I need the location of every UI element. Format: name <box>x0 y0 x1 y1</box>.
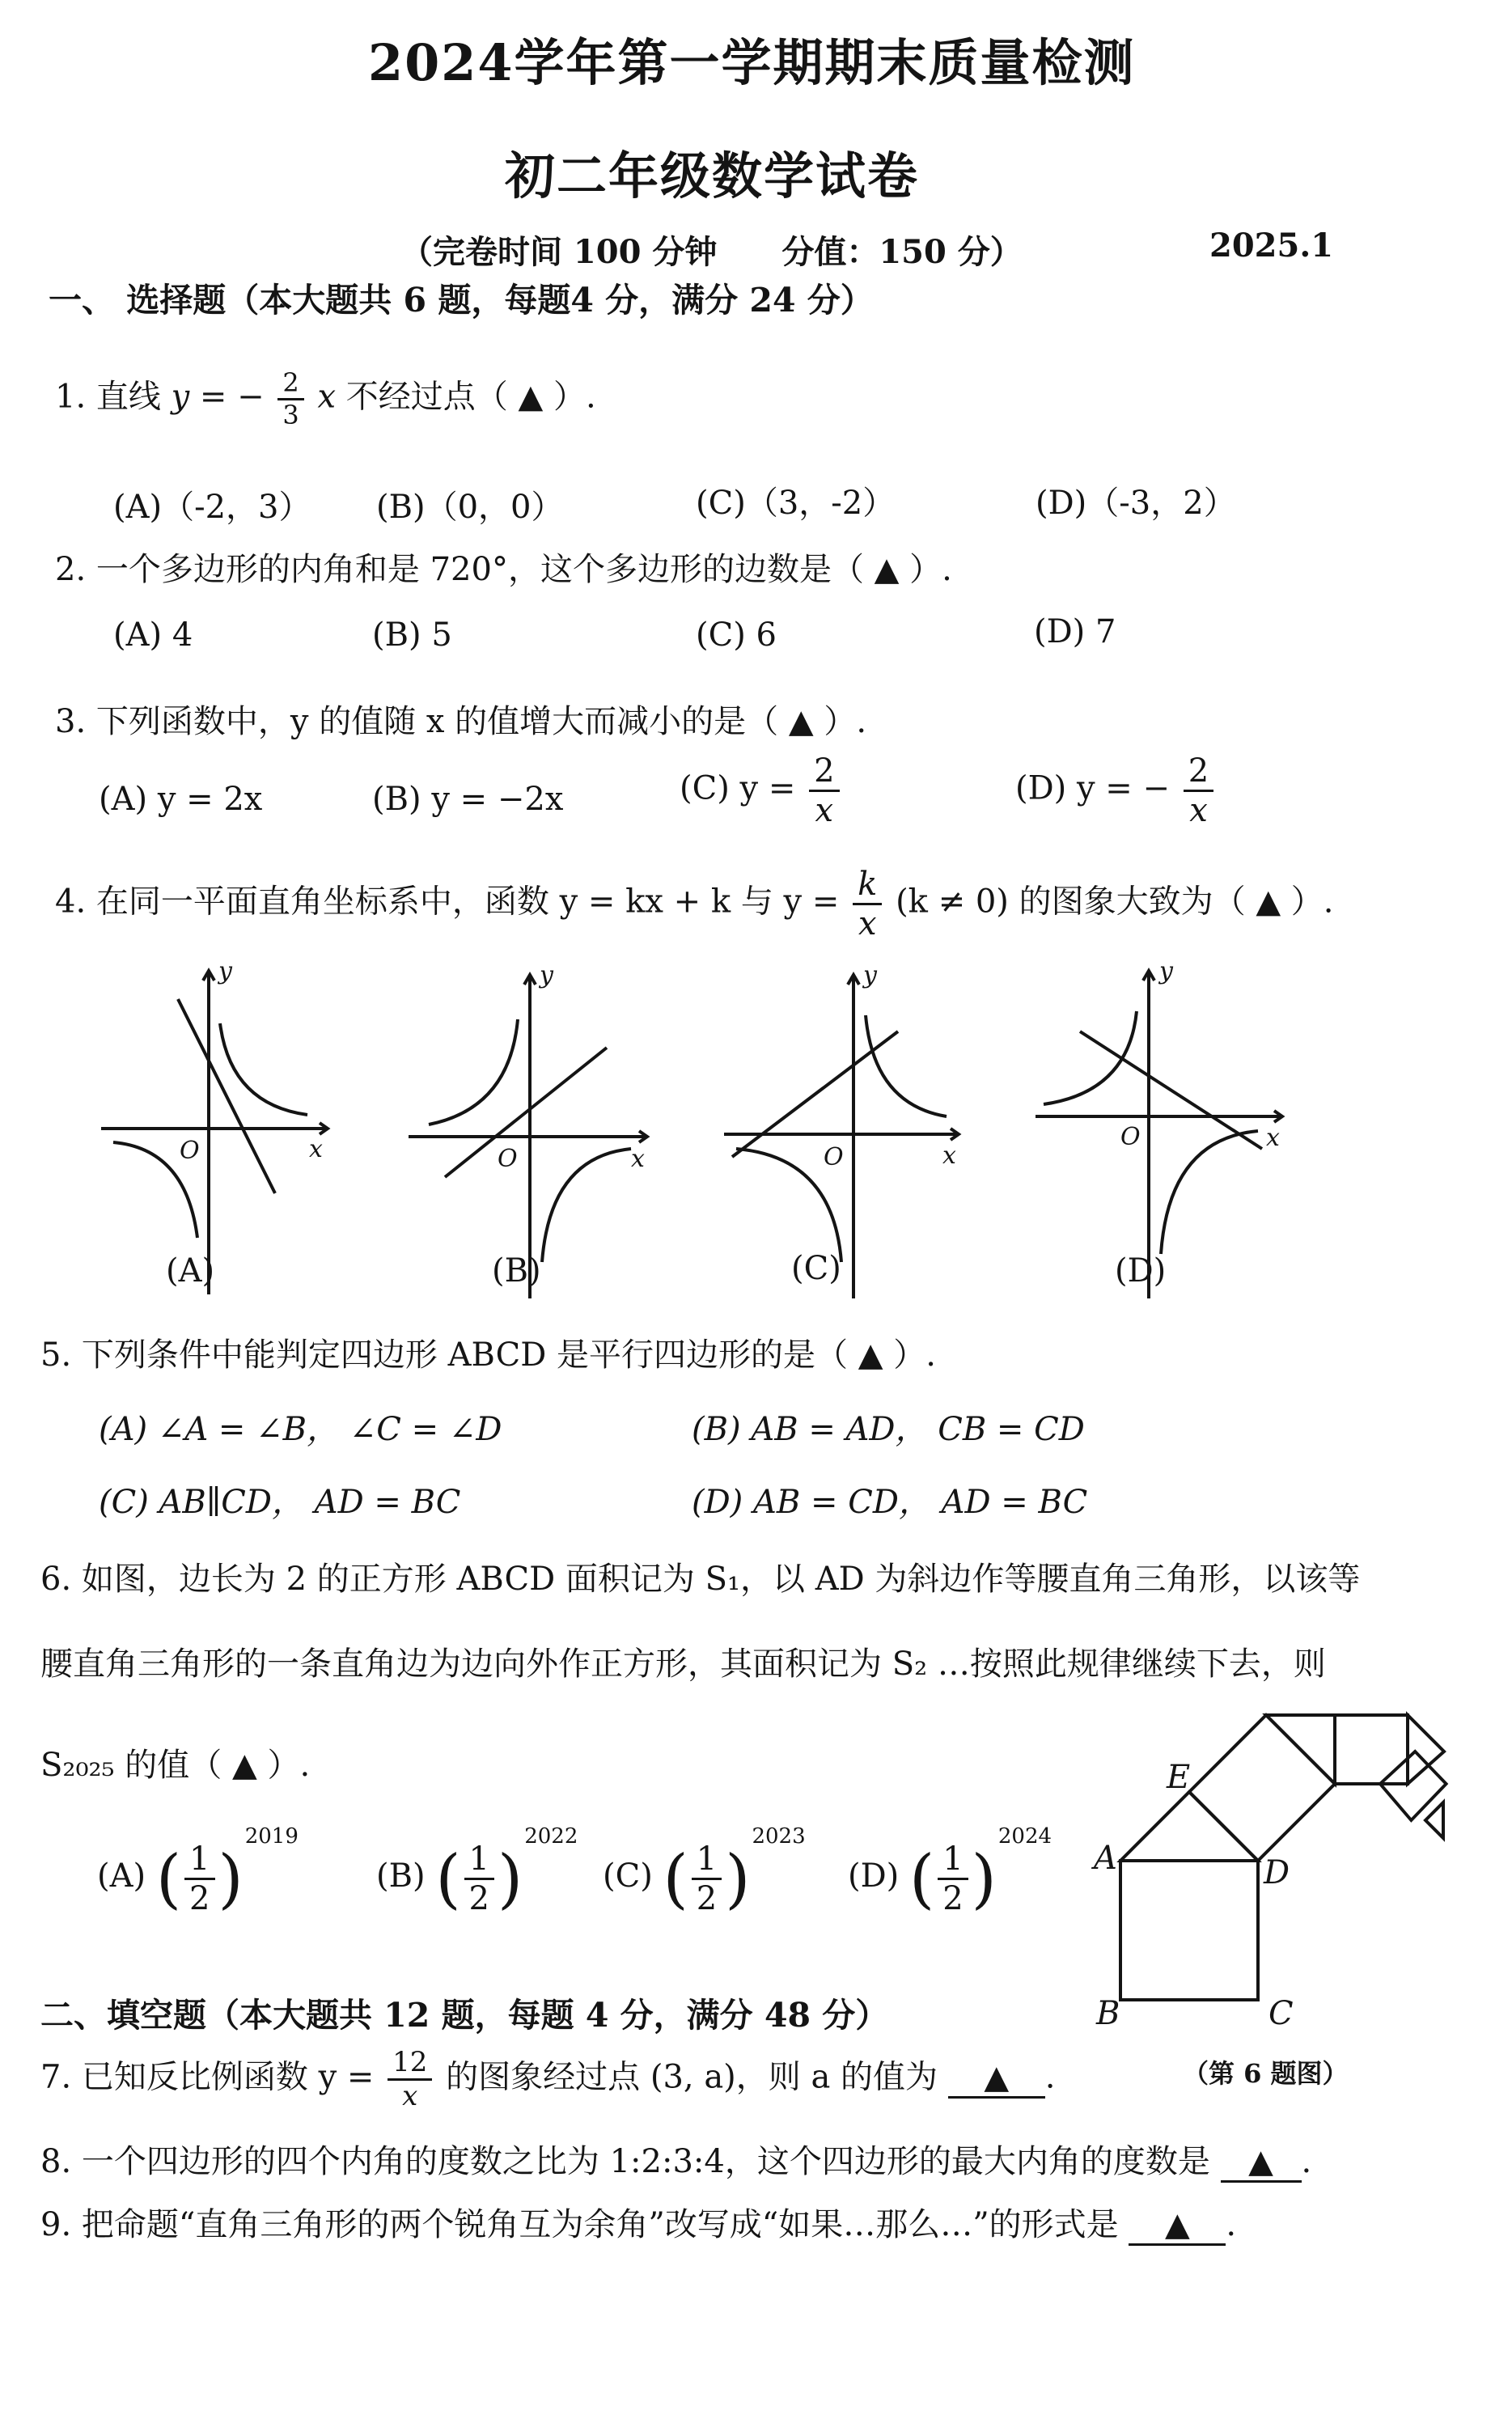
graph-d-x-label: x <box>1266 1124 1280 1152</box>
q2-option-d: (D) 7 <box>1034 613 1116 650</box>
triangle-3 <box>1408 1715 1444 1784</box>
q3-option-c-fraction <box>809 752 839 829</box>
question-1 <box>55 368 596 430</box>
q4-graph-d <box>1036 971 1282 1298</box>
q6-d-num: 1 <box>938 1840 968 1880</box>
q3-option-d-fraction <box>1184 752 1213 829</box>
q5-option-d: (D) AB = CD， AD = BC <box>692 1484 1088 1521</box>
q4-pre: 4. 在同一平面直角坐标系中，函数 y = kx + k 与 y = <box>55 883 840 921</box>
q6-option-a <box>97 1824 299 1917</box>
q7-answer-blank[interactable]: ▲ <box>948 2059 1045 2099</box>
q6-c-rparen: ) <box>725 1840 751 1917</box>
q1-option-c: (C)（3，-2） <box>696 485 896 522</box>
q6-b-den: 2 <box>468 1879 489 1917</box>
q6-d-den: 2 <box>942 1879 964 1917</box>
label-e: E <box>1167 1759 1191 1796</box>
q1-eq: y = − <box>171 378 265 416</box>
q6-c-label: (C) <box>603 1857 653 1895</box>
graph-c-x-label: x <box>942 1141 956 1170</box>
q4-frac-den: x <box>858 905 877 942</box>
label-b: B <box>1096 1995 1120 2031</box>
q3-option-c-label: (C) y = <box>680 769 796 807</box>
q6-b-lparen: ( <box>435 1840 461 1917</box>
q6-d-label: (D) <box>848 1857 900 1895</box>
q6-option-d <box>848 1824 1052 1917</box>
q3-c-den: x <box>815 792 834 829</box>
q9-text: 9. 把命题“直角三角形的两个锐角互为余角”改写成“如果…那么…”的形式是 <box>40 2206 1119 2243</box>
graph-c-hyperbola-q1 <box>866 1015 947 1116</box>
q3-c-num: 2 <box>809 752 839 792</box>
exam-date: 2025.1 <box>1209 227 1334 265</box>
graph-b-hyperbola-q4 <box>542 1149 631 1262</box>
exam-meta: （完卷时间 100 分钟 分值：150 分） <box>400 233 1023 271</box>
q6-d-lparen: ( <box>909 1840 935 1917</box>
q4-post: (k ≠ 0) 的图象大致为（ ▲ ）. <box>896 883 1334 921</box>
q4-label-a: (A) <box>166 1252 215 1290</box>
q9-answer-blank[interactable]: ▲ <box>1129 2206 1226 2246</box>
question-4 <box>55 866 1334 942</box>
graph-d-line <box>1080 1031 1262 1149</box>
graph-c-y-label: y <box>863 961 877 989</box>
section1-heading: 一、 选择题（本大题共 6 题，每题4 分，满分 24 分） <box>49 281 874 320</box>
q1-number: 1. <box>55 378 87 416</box>
question-9 <box>40 2199 1236 2246</box>
q1-pre: 直线 <box>95 378 161 416</box>
q8-answer-blank[interactable]: ▲ <box>1221 2143 1302 2183</box>
q6-c-den: 2 <box>696 1879 718 1917</box>
q5-option-c: (C) AB∥CD， AD = BC <box>99 1484 461 1521</box>
q1-var: x <box>317 378 337 416</box>
q6-d-rparen: ) <box>971 1840 997 1917</box>
q7-pre: 7. 已知反比例函数 y = <box>40 2058 375 2096</box>
graph-d-origin: O <box>1120 1123 1141 1151</box>
q6-b-label: (B) <box>376 1857 426 1895</box>
q3-option-a: (A) y = 2x <box>99 781 263 818</box>
q3-d-den: x <box>1189 792 1208 829</box>
graph-c-line <box>732 1031 898 1157</box>
q6-a-num: 1 <box>184 1840 214 1880</box>
q6-b-rparen: ) <box>498 1840 523 1917</box>
exam-subtitle: 初二年级数学试卷 <box>505 146 920 205</box>
q1-option-b: (B)（0，0） <box>376 489 564 526</box>
q2-option-a: (A) 4 <box>113 616 193 654</box>
q6-figure <box>1084 1707 1472 2031</box>
q6-a-rparen: ) <box>218 1840 244 1917</box>
q1-post: 不经过点（ ▲ ）. <box>345 378 596 416</box>
q1-frac-num: 2 <box>277 368 303 400</box>
q4-fraction <box>853 866 882 942</box>
q6-option-c <box>603 1824 806 1917</box>
q7-frac-num: 12 <box>388 2047 432 2081</box>
label-c: C <box>1268 1995 1294 2031</box>
q4-label-d: (D) <box>1115 1252 1167 1290</box>
q5-option-b: (B) AB = AD， CB = CD <box>692 1411 1085 1448</box>
q6-d-exp: 2024 <box>997 1824 1052 1849</box>
q6-c-frac <box>692 1840 722 1917</box>
graph-c-origin: O <box>824 1143 844 1171</box>
q6-a-den: 2 <box>189 1879 210 1917</box>
question-8 <box>40 2136 1311 2183</box>
q4-graph-b <box>409 975 647 1298</box>
q4-graph-c <box>724 975 959 1298</box>
q5-option-a: (A) ∠A = ∠B， ∠C = ∠D <box>99 1411 502 1448</box>
question-3: 3. 下列函数中，y 的值随 x 的值增大而减小的是（ ▲ ）. <box>55 703 867 740</box>
q6-a-frac <box>184 1840 214 1917</box>
graph-a-hyperbola-q1 <box>220 1023 307 1115</box>
question-7 <box>40 2047 1056 2112</box>
question-6-line3: S₂₀₂₅ 的值（ ▲ ）. <box>40 1747 311 1784</box>
label-a: A <box>1094 1840 1117 1877</box>
q6-a-exp: 2019 <box>244 1824 299 1849</box>
graph-d-hyperbola-q4 <box>1161 1131 1258 1254</box>
q6-b-num: 1 <box>464 1840 494 1880</box>
question-5: 5. 下列条件中能判定四边形 ABCD 是平行四边形的是（ ▲ ）. <box>40 1336 936 1374</box>
q7-post: 的图象经过点 (3, a)，则 a 的值为 <box>446 2058 938 2096</box>
graph-b-origin: O <box>498 1145 518 1173</box>
q6-figure-caption: （第 6 题图） <box>1183 2058 1349 2089</box>
q8-text: 8. 一个四边形的四个内角的度数之比为 1:2:3:4，这个四边形的最大内角的度数是 <box>40 2143 1210 2180</box>
q1-fraction <box>277 368 303 430</box>
q2-option-c: (C) 6 <box>696 616 777 654</box>
q6-d-frac <box>938 1840 968 1917</box>
triangle-2 <box>1266 1715 1335 1784</box>
label-d: D <box>1264 1854 1290 1891</box>
section2-heading: 二、填空题（本大题共 12 题，每题 4 分，满分 48 分） <box>40 1996 889 2035</box>
q3-option-d <box>1015 752 1217 829</box>
q1-frac-den: 3 <box>282 399 299 430</box>
q1-option-d: (D)（-3，2） <box>1036 485 1236 522</box>
graph-b-x-label: x <box>631 1145 645 1173</box>
graph-b-line <box>445 1048 607 1177</box>
exam-title: 2024学年第一学期期末质量检测 <box>368 33 1136 92</box>
graph-b-hyperbola-q2 <box>429 1019 518 1125</box>
q4-frac-num: k <box>853 866 882 905</box>
q7-frac-den: x <box>402 2080 418 2113</box>
q6-c-exp: 2023 <box>752 1824 806 1849</box>
q6-a-label: (A) <box>97 1857 146 1895</box>
q3-option-b: (B) y = −2x <box>372 781 564 818</box>
q7-end: . <box>1044 2058 1056 2096</box>
q4-label-c: (C) <box>791 1250 841 1287</box>
q6-b-exp: 2022 <box>524 1824 578 1849</box>
question-2: 2. 一个多边形的内角和是 720°，这个多边形的边数是（ ▲ ）. <box>55 551 952 588</box>
square-2 <box>1189 1715 1335 1861</box>
square-abcd <box>1120 1861 1258 2000</box>
triangle-aed <box>1120 1792 1258 1861</box>
graph-b-y-label: y <box>540 961 553 989</box>
q2-option-b: (B) 5 <box>372 616 452 654</box>
q6-option-b <box>376 1824 578 1917</box>
q1-option-a: (A)（-2，3） <box>113 489 311 526</box>
q3-option-c <box>680 752 843 829</box>
graph-d-y-label: y <box>1159 957 1173 985</box>
graph-a-y-label: y <box>218 957 232 985</box>
q4-graph-a <box>101 971 328 1294</box>
q6-a-lparen: ( <box>155 1840 182 1917</box>
q9-end: . <box>1226 2206 1237 2243</box>
q8-end: . <box>1301 2143 1312 2180</box>
q7-fraction <box>388 2047 432 2112</box>
q4-label-b: (B) <box>492 1252 541 1290</box>
graph-a-origin: O <box>180 1137 200 1165</box>
q6-c-num: 1 <box>692 1840 722 1880</box>
q3-d-num: 2 <box>1184 752 1213 792</box>
square-3 <box>1335 1715 1408 1784</box>
q6-c-lparen: ( <box>663 1840 688 1917</box>
question-6-line1: 6. 如图，边长为 2 的正方形 ABCD 面积记为 S₁，以 AD 为斜边作等腰直角三角形，以该等 <box>40 1561 1361 1598</box>
q6-b-frac <box>464 1840 494 1917</box>
graph-a-x-label: x <box>309 1135 323 1163</box>
triangle-4 <box>1425 1802 1443 1838</box>
q3-option-d-label: (D) y = − <box>1015 769 1171 807</box>
question-6-line2: 腰直角三角形的一条直角边为边向外作正方形，其面积记为 S₂ …按照此规律继续下去，则 <box>40 1646 1326 1683</box>
